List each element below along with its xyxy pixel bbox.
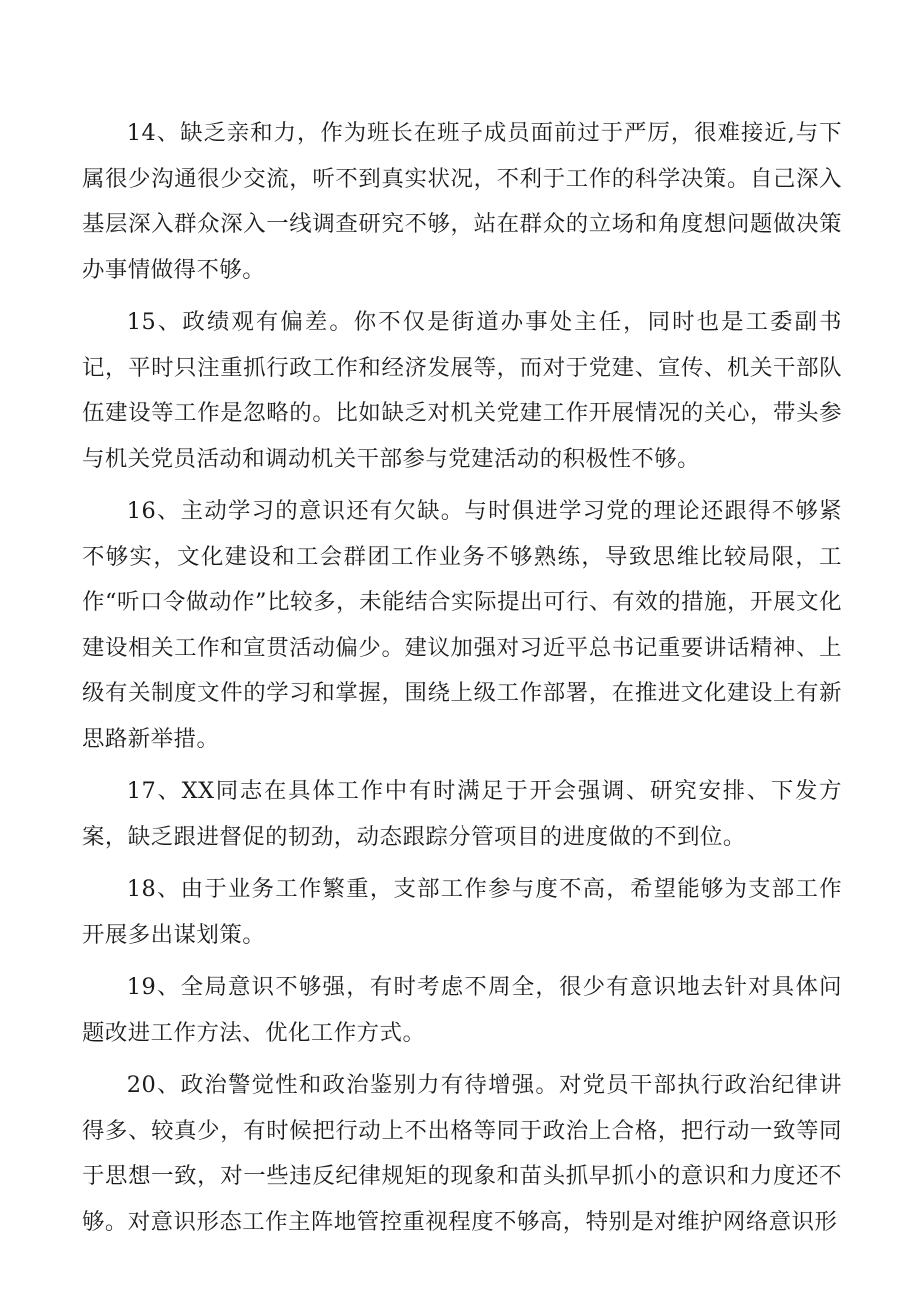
paragraph-20: 20、政治警觉性和政治鉴别力有待增强。对党员干部执行政治纪律讲得多、较真少，有时候把行动上不出格等同于政治上合格，把行动一致等同于思想一致，对一些违反纪律规矩的现象和苗头抓早抓小的意识和力度还不够。对意识形态工作主阵地管控重视程度不够高，特别是对维护网络意识形 (82, 1072, 842, 1235)
paragraph-17: 17、XX同志在具体工作中有时满足于开会强调、研究安排、下发方案，缺乏跟进督促的韧劲，动态跟踪分管项目的进度做的不到位。 (82, 778, 842, 850)
paragraph-15: 15、政绩观有偏差。你不仅是街道办事处主任，同时也是工委副书记，平时只注重抓行政工作和经济发展等，而对于党建、宣传、机关干部队伍建设等工作是忽略的。比如缺乏对机关党建工作开展情况的关心，带头参与机关党员活动和调动机关干部参与党建活动的积极性不够。 (82, 309, 842, 472)
paragraph-16: 16、主动学习的意识还有欠缺。与时俱进学习党的理论还跟得不够紧不够实，文化建设和工会群团工作业务不够熟练，导致思维比较局限，工作“听口令做动作”比较多，未能结合实际提出可行、有效的措施，开展文化建设相关工作和宣贯活动偏少。建议加强对习近平总书记重要讲话精神、上级有关制度文件的学习和掌握，围绕上级工作部署，在推进文化建设上有新思路新举措。 (82, 498, 842, 752)
paragraph-18: 18、由于业务工作繁重，支部工作参与度不高，希望能够为支部工作开展多出谋划策。 (82, 876, 842, 948)
paragraph-19: 19、全局意识不够强，有时考虑不周全，很少有意识地去针对具体问题改进工作方法、优化工作方式。 (82, 974, 842, 1046)
paragraph-14: 14、缺乏亲和力，作为班长在班子成员面前过于严厉，很难接近,与下属很少沟通很少交流，听不到真实状况，不利于工作的科学决策。自己深入基层深入群众深入一线调查研究不够，站在群众的立场和角度想问题做决策办事情做得不够。 (82, 120, 842, 283)
document-body (82, 111, 842, 1252)
